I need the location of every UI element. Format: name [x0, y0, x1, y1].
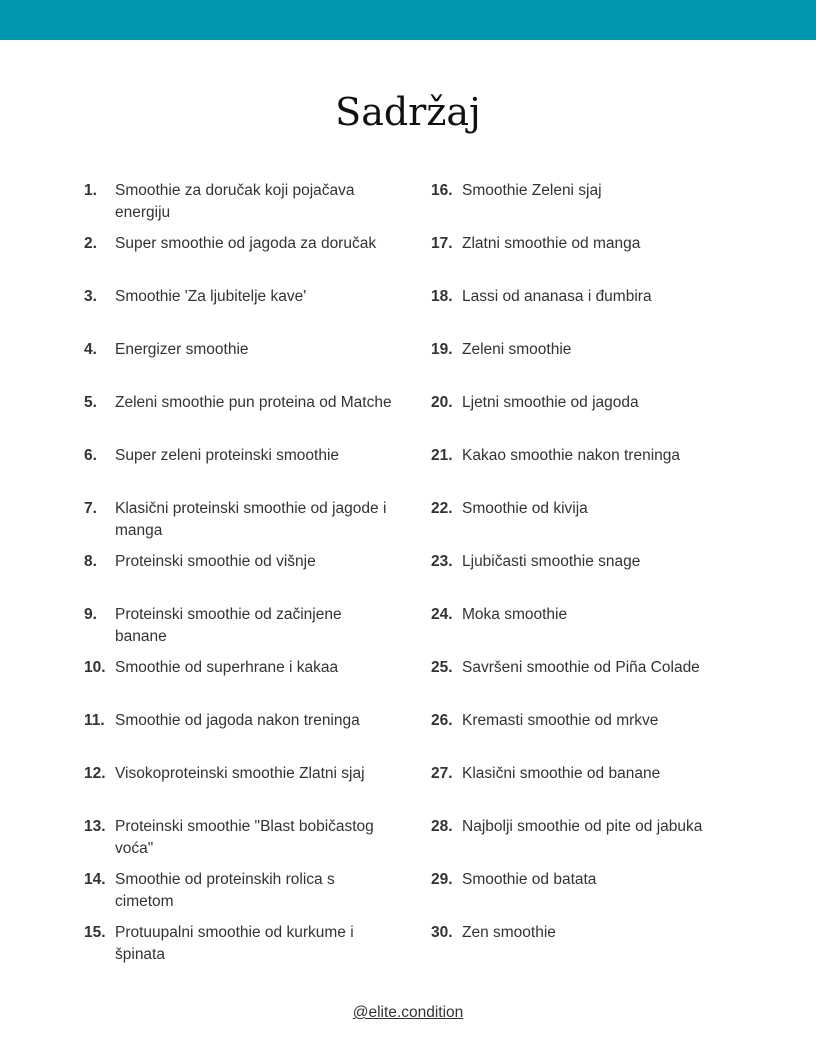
- toc-item-number: 15.: [84, 924, 106, 941]
- toc-item: [84, 657, 394, 679]
- toc-item: [84, 498, 394, 542]
- toc-item-label: Super zeleni proteinski smoothie: [115, 447, 340, 464]
- toc-item-number: 6.: [84, 447, 97, 464]
- toc-item-label: Lassi od ananasa i đumbira: [462, 288, 652, 305]
- toc-item-number: 2.: [84, 235, 97, 252]
- toc-item-number: 25.: [431, 659, 453, 676]
- toc-item: [431, 922, 731, 944]
- toc-item-label: Proteinski smoothie od višnje: [115, 553, 316, 570]
- toc-item: [431, 657, 731, 679]
- toc-item: [84, 286, 394, 308]
- toc-item-number: 19.: [431, 341, 453, 358]
- toc-item-number: 28.: [431, 818, 453, 835]
- toc-item-label: Moka smoothie: [462, 606, 568, 623]
- toc-item: [431, 233, 731, 255]
- toc-item-label: Super smoothie od jagoda za doručak: [115, 235, 377, 252]
- toc-item-label: Proteinski smoothie "Blast bobičastog voća": [115, 818, 374, 857]
- toc-item: [84, 180, 394, 224]
- toc-item-label: Ljubičasti smoothie snage: [462, 553, 641, 570]
- toc-item-number: 11.: [84, 712, 105, 729]
- toc-item-number: 17.: [431, 235, 453, 252]
- toc-item-number: 24.: [431, 606, 453, 623]
- toc-item: [84, 339, 394, 361]
- toc-item-number: 4.: [84, 341, 97, 358]
- toc-item-number: 7.: [84, 500, 97, 517]
- toc-item-number: 5.: [84, 394, 97, 411]
- toc-item: [84, 710, 394, 732]
- toc-item-label: Zlatni smoothie od manga: [462, 235, 641, 252]
- toc-item-label: Savršeni smoothie od Piña Colade: [462, 659, 700, 676]
- toc-item-label: Energizer smoothie: [115, 341, 249, 358]
- toc-item-label: Kakao smoothie nakon treninga: [462, 447, 681, 464]
- toc-item-label: Smoothie za doručak koji pojačava energiju: [115, 182, 355, 221]
- toc-item-label: Smoothie od proteinskih rolica s cimetom: [115, 871, 335, 910]
- toc-item-number: 12.: [84, 765, 106, 782]
- toc-item: [84, 551, 394, 573]
- toc-item: [431, 551, 731, 573]
- toc-item-label: Smoothie 'Za ljubitelje kave': [115, 288, 307, 305]
- toc-item-label: Klasični proteinski smoothie od jagode i manga: [115, 500, 387, 539]
- footer: [0, 1002, 816, 1024]
- toc-item-label: Kremasti smoothie od mrkve: [462, 712, 659, 729]
- toc-item: [84, 763, 394, 785]
- toc-item: [431, 445, 731, 467]
- toc-item: [84, 604, 394, 648]
- toc-item: [84, 922, 394, 966]
- toc-item: [431, 498, 731, 520]
- toc-item-label: Proteinski smoothie od začinjene banane: [115, 606, 342, 645]
- footer-link[interactable]: @elite.condition: [352, 1004, 464, 1021]
- toc-item-number: 13.: [84, 818, 106, 835]
- toc-item-number: 18.: [431, 288, 453, 305]
- toc-item: [84, 869, 394, 913]
- toc-item: [431, 816, 731, 838]
- toc-item-label: Smoothie od kivija: [462, 500, 588, 517]
- toc-item-number: 23.: [431, 553, 453, 570]
- toc-item-number: 26.: [431, 712, 453, 729]
- toc-item: [431, 763, 731, 785]
- toc-item: [431, 392, 731, 414]
- toc-item-label: Ljetni smoothie od jagoda: [462, 394, 639, 411]
- toc-item-number: 21.: [431, 447, 453, 464]
- toc-item: [84, 392, 394, 414]
- toc-item-number: 30.: [431, 924, 453, 941]
- toc-item-number: 29.: [431, 871, 453, 888]
- toc-item-number: 9.: [84, 606, 97, 623]
- toc-item-number: 20.: [431, 394, 453, 411]
- toc-item-label: Smoothie Zeleni sjaj: [462, 182, 602, 199]
- toc-item-label: Protuupalni smoothie od kurkume i špinata: [115, 924, 354, 963]
- toc-item-number: 14.: [84, 871, 106, 888]
- toc-item: [431, 869, 731, 891]
- toc-item-number: 3.: [84, 288, 97, 305]
- toc-item: [84, 233, 394, 255]
- toc-item: [431, 180, 731, 202]
- toc-item-number: 10.: [84, 659, 106, 676]
- toc-item-label: Smoothie od superhrane i kakaa: [115, 659, 339, 676]
- toc-item-number: 16.: [431, 182, 453, 199]
- toc-item: [431, 710, 731, 732]
- toc-item-label: Zen smoothie: [462, 924, 556, 941]
- toc-item: [431, 604, 731, 626]
- toc-item-number: 8.: [84, 553, 97, 570]
- top-accent-bar: [0, 0, 816, 40]
- toc-item-label: Smoothie od jagoda nakon treninga: [115, 712, 360, 729]
- toc-item: [84, 816, 394, 860]
- toc-item: [84, 445, 394, 467]
- toc-item-number: 27.: [431, 765, 453, 782]
- toc-item-label: Visokoproteinski smoothie Zlatni sjaj: [115, 765, 365, 782]
- toc-item: [431, 339, 731, 361]
- toc-item-label: Najbolji smoothie od pite od jabuka: [462, 818, 703, 835]
- toc-item-label: Smoothie od batata: [462, 871, 597, 888]
- page-title: Sadržaj: [335, 90, 481, 134]
- toc-item-label: Zeleni smoothie pun proteina od Matche: [115, 394, 392, 411]
- toc-item-label: Klasični smoothie od banane: [462, 765, 661, 782]
- toc-item-number: 22.: [431, 500, 453, 517]
- toc-item-number: 1.: [84, 182, 97, 199]
- toc-item: [431, 286, 731, 308]
- toc-item-label: Zeleni smoothie: [462, 341, 572, 358]
